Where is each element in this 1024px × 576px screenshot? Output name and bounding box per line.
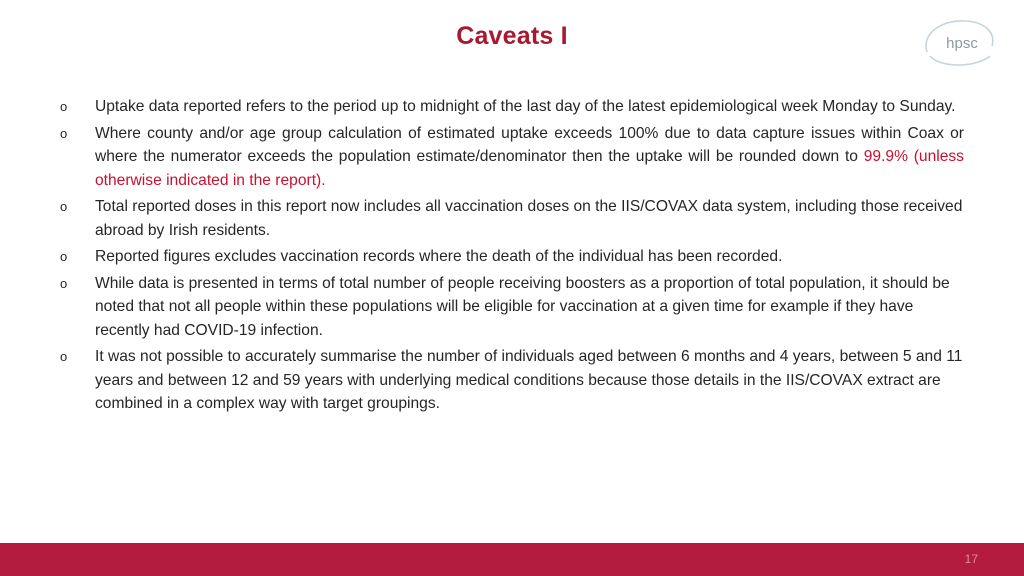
bullet-text: Reported figures excludes vaccination records where the death of the individual has been recorded.: [95, 248, 783, 265]
bullet-text: While data is presented in terms of total number of people receiving boosters as a proportion of total population, it should be noted that not all people within these populations will be eligible for vaccination at a given time for example if they have recently had COVID-19 infection.: [95, 274, 950, 339]
list-item: [60, 95, 964, 119]
bullet-text: Uptake data reported refers to the period up to midnight of the last day of the latest epidemiological week Monday to Sunday.: [95, 98, 956, 115]
list-item: [60, 345, 964, 416]
bullet-marker: o: [60, 125, 68, 141]
slide-title: Caveats I: [456, 22, 568, 50]
bullet-marker: o: [60, 99, 68, 114]
bullet-marker: o: [60, 199, 68, 214]
page-number: 17: [964, 552, 978, 566]
list-item: [60, 122, 964, 193]
list-item: [60, 272, 964, 343]
bullet-text: Total reported doses in this report now includes all vaccination doses on the IIS/COVAX data system, including those received abroad by Irish residents.: [95, 198, 963, 239]
logo-text: hpsc: [946, 35, 978, 52]
bullet-marker: o: [60, 249, 68, 264]
bullet-marker: o: [60, 275, 68, 291]
list-item: [60, 195, 964, 242]
highlighted-text: 99.9% (unless otherwise indicated in the report).: [95, 148, 964, 189]
list-item: [60, 245, 964, 269]
bullet-marker: o: [60, 349, 68, 364]
hpsc-logo: [918, 16, 998, 68]
caveats-list: [60, 95, 964, 419]
bullet-text: Where county and/or age group calculation of estimated uptake exceeds 100% due to data capture issues within Coax or where the numerator exceeds the population estimate/denominator then the uptake will be rounded down to: [95, 124, 964, 165]
footer-bar: [0, 543, 1024, 576]
bullet-text: It was not possible to accurately summarise the number of individuals aged between 6 months and 4 years, between 5 and 11 years and between 12 and 59 years with underlying medical conditions because those details in the IIS/COVAX extract are combined in a complex way with target groupings.: [95, 348, 963, 412]
